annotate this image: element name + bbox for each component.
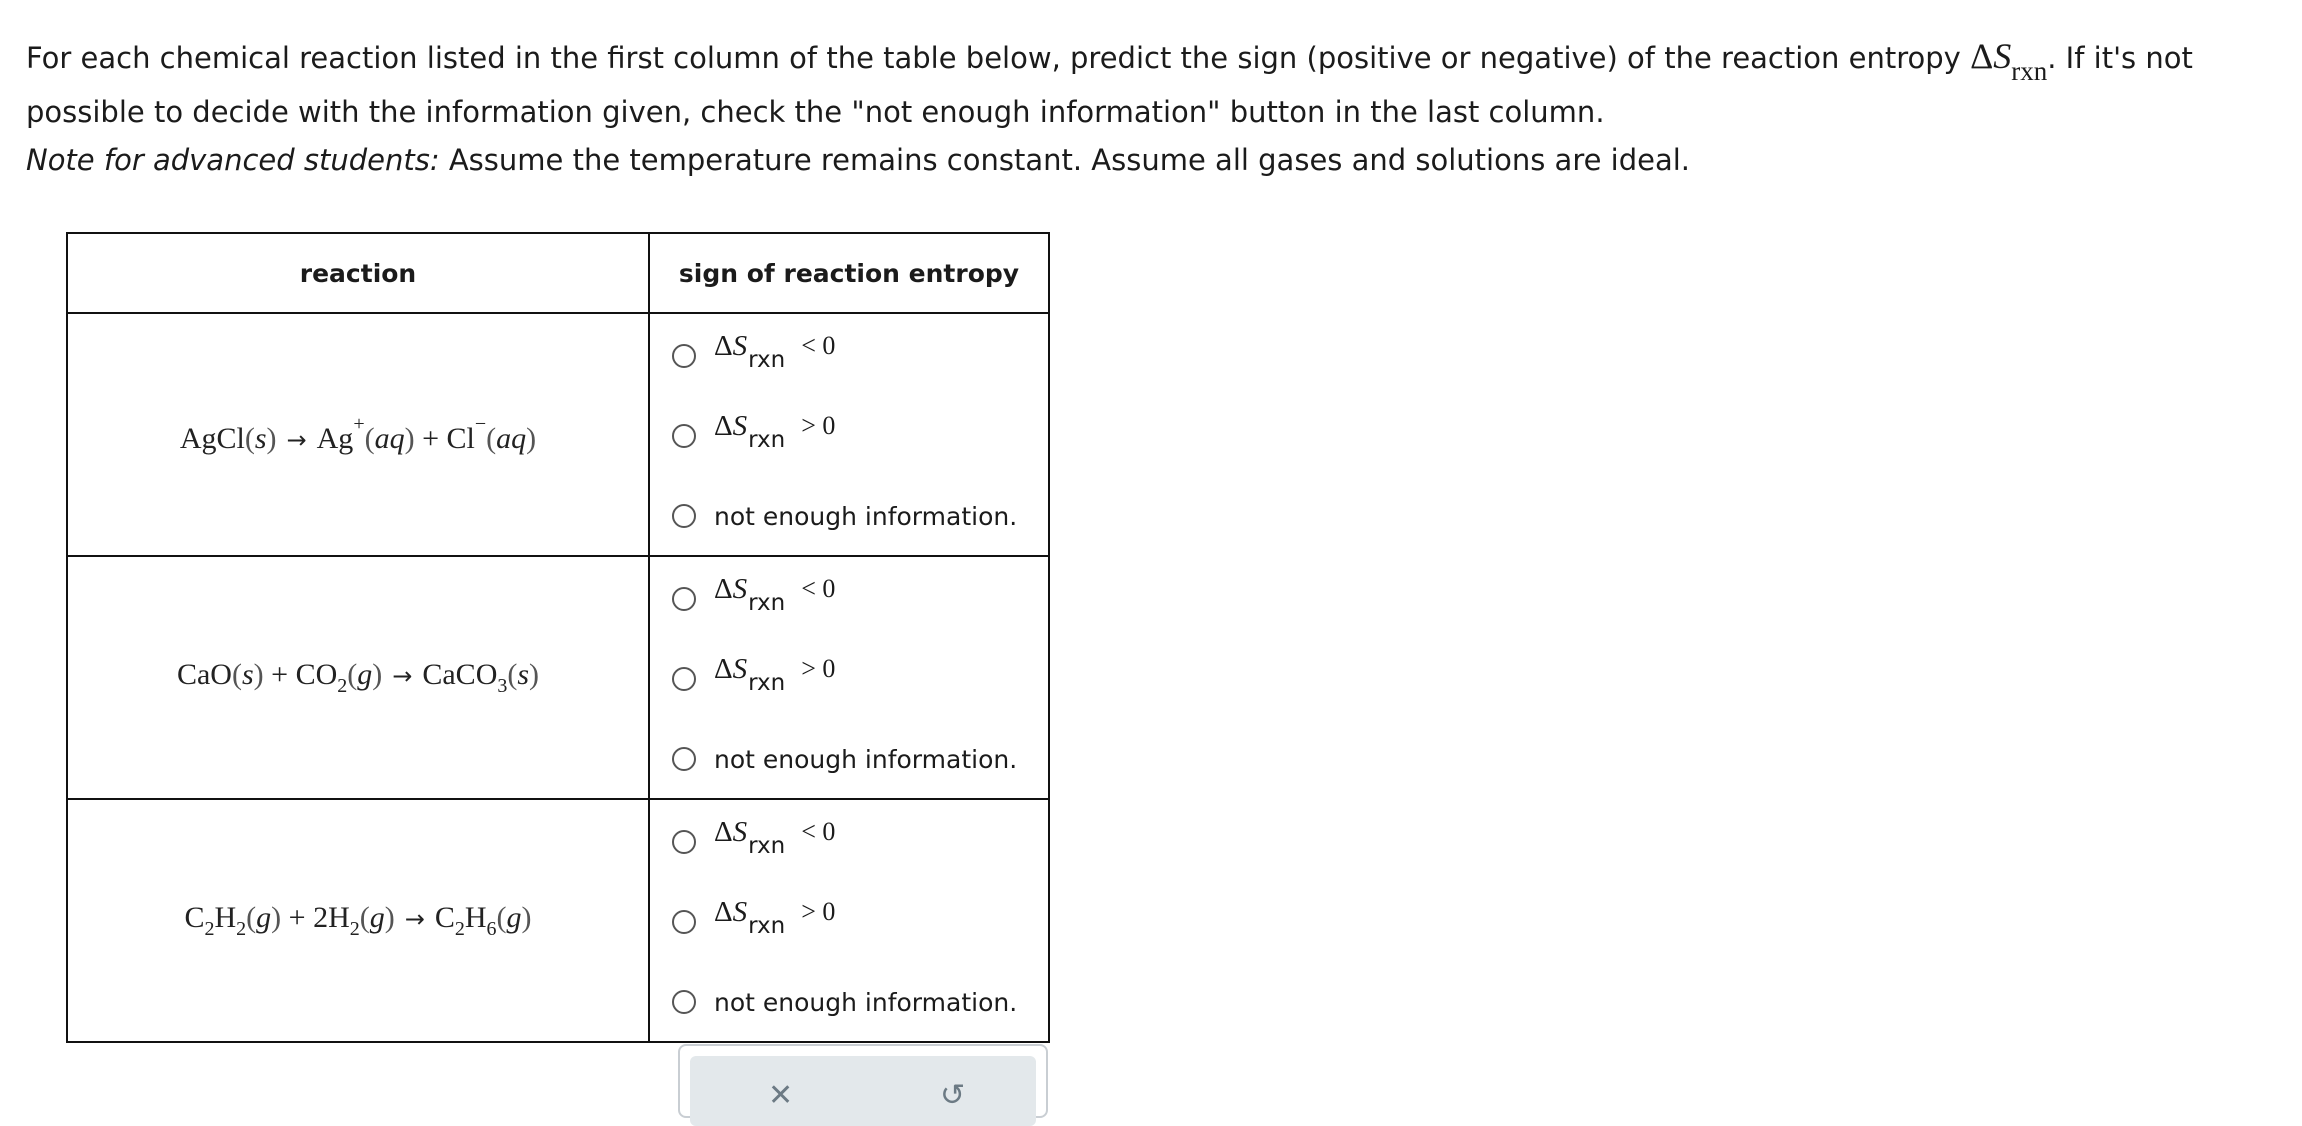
advanced-note	[26, 140, 1690, 180]
sign-options	[649, 556, 1049, 799]
radio-button[interactable]	[672, 667, 696, 691]
note-label: Note for advanced students:	[26, 143, 440, 177]
reaction-table	[66, 232, 1050, 1043]
radio-button[interactable]	[672, 830, 696, 854]
radio-button[interactable]	[672, 587, 696, 611]
undo-icon[interactable]: ↺	[940, 1078, 966, 1113]
radio-button[interactable]	[672, 910, 696, 934]
reaction-equation: $C_2H_2(g) + 2H_2(g) \to C_2H_6(g)$	[67, 799, 649, 1042]
table-row	[67, 799, 1049, 1042]
clear-icon[interactable]: ✕	[768, 1078, 794, 1113]
option-positive[interactable]: ΔS rxn > 0	[672, 416, 835, 456]
sign-options	[649, 799, 1049, 1042]
table-row	[67, 313, 1049, 556]
reaction-arrow: →	[404, 904, 425, 933]
question-prompt: For each chemical reaction listed in the first column of the table below, predict the sign (positive or negative) of the reaction entropy $\Delta S_{rxn}$. If it's not possible to decide with the information given, check the "not enough information" button in the last column.	[26, 36, 2193, 129]
header-sign: sign of reaction entropy	[649, 233, 1049, 313]
delta-s-rxn-symbol: $\Delta S_{rxn}$	[1970, 36, 2048, 86]
option-negative[interactable]: ΔS rxn < 0	[672, 579, 835, 619]
option-negative[interactable]: ΔS rxn < 0	[672, 336, 835, 376]
sign-options	[649, 313, 1049, 556]
radio-button[interactable]	[672, 344, 696, 368]
option-positive[interactable]: ΔS rxn > 0	[672, 659, 835, 699]
radio-button[interactable]	[672, 990, 696, 1014]
option-positive[interactable]: ΔS rxn > 0	[672, 902, 835, 942]
toolbar-inner	[690, 1056, 1036, 1126]
option-not-enough-info[interactable]: not enough information.	[672, 496, 1017, 536]
radio-button[interactable]	[672, 747, 696, 771]
table-row	[67, 556, 1049, 799]
radio-button[interactable]	[672, 504, 696, 528]
reaction-arrow: →	[286, 426, 307, 454]
option-not-enough-info[interactable]: not enough information.	[672, 982, 1017, 1022]
answer-toolbar	[678, 1044, 1048, 1118]
note-text: Assume the temperature remains constant. Assume all gases and solutions are ideal.	[439, 143, 1691, 177]
reaction-equation: $CaO(s) + CO_2(g)$ → CaCO$_3$(s)	[67, 556, 649, 799]
header-reaction: reaction	[67, 233, 649, 313]
reaction-arrow: →	[392, 661, 413, 690]
reaction-equation: AgCl(s) → Ag+(aq) + Cl−(aq)	[67, 313, 649, 556]
option-negative[interactable]: ΔS rxn < 0	[672, 822, 835, 862]
radio-button[interactable]	[672, 424, 696, 448]
option-not-enough-info[interactable]: not enough information.	[672, 739, 1017, 779]
